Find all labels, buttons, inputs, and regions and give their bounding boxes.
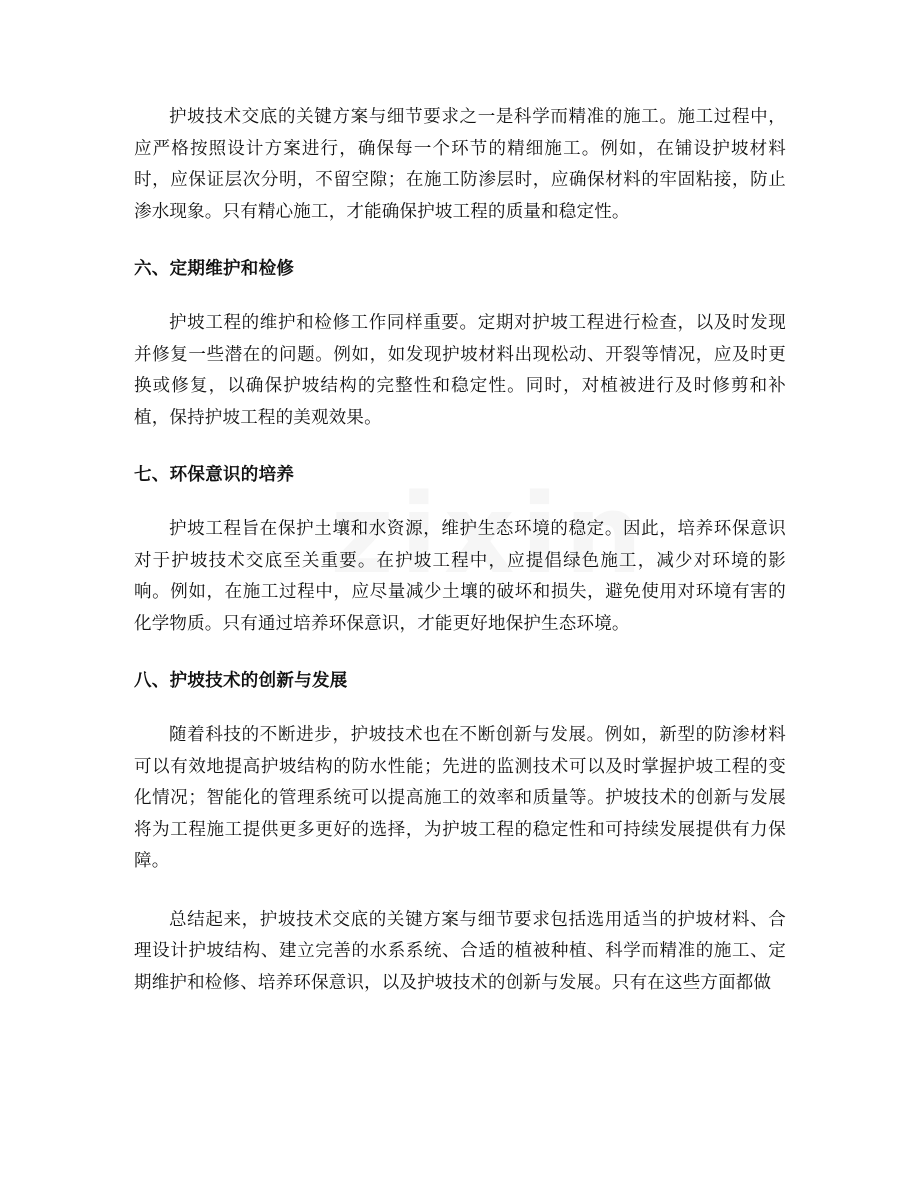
heading-maintenance: 六、定期维护和检修 [134,259,295,279]
document-body [134,102,786,1026]
heading-innovation: 八、护坡技术的创新与发展 [134,671,348,691]
paragraph-maintenance: 护坡工程的维护和检修工作同样重要。定期对护坡工程进行检查，以及时发现并修复一些潜在的问题。例如，如发现护坡材料出现松动、开裂等情况，应及时更换或修复，以确保护坡结构的完整性和稳定性。同时，对植被进行及时修剪和补植，保持护坡工程的美观效果。 [134,313,786,428]
paragraph-innovation: 随着科技的不断进步，护坡技术也在不断创新与发展。例如，新型的防渗材料可以有效地提高护坡结构的防水性能；先进的监测技术可以及时掌握护坡工程的变化情况；智能化的管理系统可以提高施工的效率和质量等。护坡技术的创新与发展将为工程施工提供更多更好的选择，为护坡工程的稳定性和可持续发展提供有力保障。 [134,725,786,871]
heading-environment: 七、环保意识的培养 [134,465,295,485]
paragraph-summary: 总结起来，护坡技术交底的关键方案与细节要求包括选用适当的护坡材料、合理设计护坡结构、建立完善的水系系统、合适的植被种植、科学而精准的施工、定期维护和检修、培养环保意识，以及护坡技术的创新与发展。只有在这些方面都做 [134,909,786,993]
paragraph-environment: 护坡工程旨在保护土壤和水资源，维护生态环境的稳定。因此，培养环保意识对于护坡技术交底至关重要。在护坡工程中，应提倡绿色施工，减少对环境的影响。例如，在施工过程中，应尽量减少土壤的破坏和损失，避免使用对环境有害的化学物质。只有通过培养环保意识，才能更好地保护生态环境。 [134,519,786,634]
paragraph-construction: 护坡技术交底的关键方案与细节要求之一是科学而精准的施工。施工过程中，应严格按照设计方案进行，确保每一个环节的精细施工。例如，在铺设护坡材料时，应保证层次分明，不留空隙；在施工防渗层时，应确保材料的牢固粘接，防止渗水现象。只有精心施工，才能确保护坡工程的质量和稳定性。 [134,107,786,222]
